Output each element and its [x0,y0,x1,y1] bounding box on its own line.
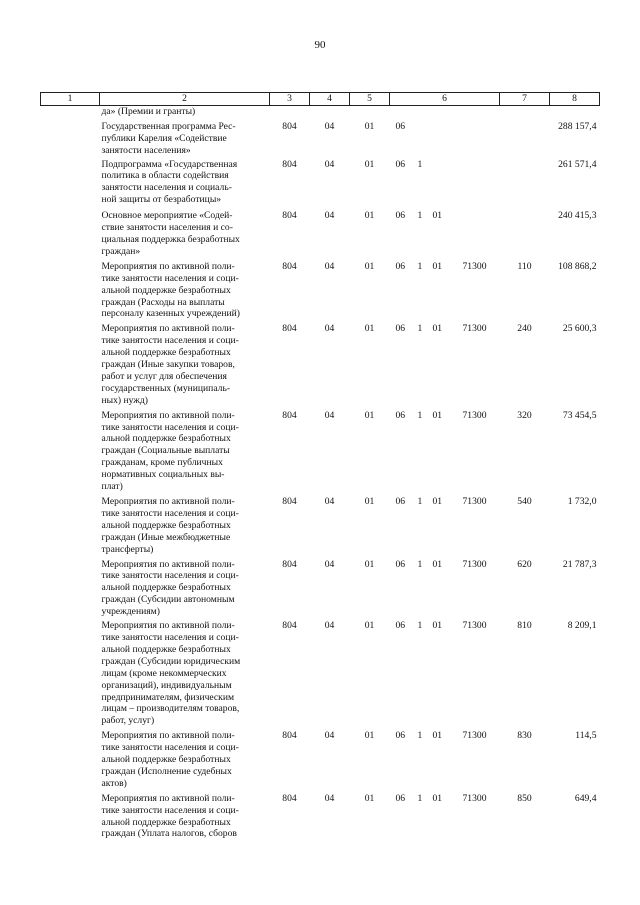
table-row [41,790,600,841]
header-col-2: 2 [100,93,270,106]
cell-col-7: 320 [517,409,532,421]
cell-col-6-c [433,121,463,133]
cell-col-8: 261 571,4 [558,158,597,170]
cell-col-5: 01 [364,730,375,742]
cell-col-6-a: 06 [395,496,406,507]
cell-col-6-c [433,159,463,171]
cell-col-3: 804 [282,620,297,632]
cell-col-6 [390,556,500,619]
cell-col-6-d [463,121,485,133]
cell-col-5 [350,105,390,117]
cell-name: Мероприятия по активной поли- тике занятости населения и соци- альной поддержке безработных граждан (Субсидии автономным учреждениям) [101,558,239,618]
cell-col-7 [500,118,550,157]
cell-col-4: 04 [324,620,335,632]
cell-col-6-a: 06 [395,120,406,132]
cell-col-1 [41,258,100,321]
cell-col-6 [390,618,500,727]
cell-col-7: 830 [517,730,532,742]
cell-col-3: 804 [282,558,297,570]
cell-col-6-b: 1 [417,558,423,570]
cell-col-3 [270,105,310,117]
cell-col-4: 04 [324,323,335,335]
cell-col-1 [41,493,100,556]
cell-col-3: 804 [282,120,297,132]
cell-col-1 [41,105,100,117]
cell-col-6 [390,493,500,556]
cell-col-6 [390,157,500,207]
cell-col-7 [500,206,550,258]
cell-col-6-d: 71300 [462,496,487,507]
table-row [41,407,600,493]
cell-col-8: 21 787,3 [562,558,597,570]
cell-col-6-a: 06 [395,409,406,421]
cell-col-6 [390,118,500,157]
table-row [41,556,600,619]
cell-name: Мероприятия по активной поли- тике занятости населения и соци- альной поддержке безработных граждан (Расходы на выплаты персоналу казенных учреждений) [101,260,240,320]
cell-col-6-c: 01 [432,260,443,272]
budget-table [40,92,600,840]
cell-col-6 [390,206,500,258]
cell-col-4: 04 [324,210,335,222]
cell-col-6-c: 01 [432,792,443,804]
cell-col-6-a: 06 [395,260,406,272]
cell-col-3: 804 [282,496,297,507]
cell-col-6-b: 1 [417,210,423,222]
cell-col-6-d: 71300 [462,730,487,742]
cell-col-6-a: 06 [395,323,406,335]
cell-name: Мероприятия по активной поли- тике занятости населения и соци- альной поддержке безработных граждан (Исполнение судебных актов) [101,730,239,789]
cell-col-3: 804 [282,158,297,170]
cell-col-3: 804 [282,210,297,222]
cell-name: Мероприятия по активной поли- тике занятости населения и соци- альной поддержке безработных граждан (Уплата налогов, сборов [101,792,239,840]
cell-col-6-d: 71300 [462,620,487,632]
cell-col-1 [41,206,100,258]
cell-col-8: 73 454,5 [562,409,597,421]
cell-col-5: 01 [364,620,375,632]
table-row [41,618,600,727]
cell-col-6-c: 01 [432,210,443,222]
cell-col-1 [41,320,100,406]
cell-col-6-b: 1 [417,730,423,742]
table-row [41,493,600,556]
cell-col-6 [390,105,500,117]
cell-col-1 [41,618,100,727]
table-row [41,118,600,157]
cell-col-6-d [463,159,485,171]
cell-col-4: 04 [324,409,335,421]
cell-col-6-a: 06 [395,620,406,632]
cell-col-7 [500,105,550,117]
cell-col-5: 01 [364,158,375,170]
cell-name: Мероприятия по активной поли- тике занятости населения и соци- альной поддержке безработных граждан (Социальные выплаты гражданам, кроме публичных нормативных социальных вы- плат) [101,409,239,493]
cell-col-4: 04 [324,730,335,742]
table-row [41,105,600,117]
cell-col-8: 1 732,0 [567,496,597,507]
cell-col-8: 288 157,4 [558,120,597,132]
cell-col-6-b: 1 [417,260,423,272]
cell-col-6-c: 01 [432,620,443,632]
cell-col-6-a: 06 [395,158,406,170]
cell-col-1 [41,157,100,207]
cell-col-5: 01 [364,496,375,507]
cell-col-4: 04 [324,158,335,170]
cell-col-4: 04 [324,792,335,804]
cell-col-6 [390,790,500,841]
cell-col-4 [310,105,350,117]
cell-col-6 [390,258,500,321]
cell-col-1 [41,727,100,790]
cell-name: да» (Премии и гранты) [101,105,196,117]
cell-col-5: 01 [364,120,375,132]
cell-col-6-d: 71300 [462,792,487,804]
cell-col-8: 25 600,3 [562,323,597,335]
header-col-5: 5 [350,93,390,106]
cell-col-6-c: 01 [432,496,443,507]
cell-col-5: 01 [364,409,375,421]
cell-col-6-b: 1 [417,620,423,632]
table-row [41,258,600,321]
cell-col-6-b: 1 [417,496,423,507]
cell-name: Мероприятия по активной поли- тике занятости населения и соци- альной поддержке безработных граждан (Субсидии юридическим лицам (кроме некоммерческих организаций), индивидуальным предпринимателям, физическим лицам – производителям товаров, работ, услуг) [101,620,241,727]
cell-col-3: 804 [282,730,297,742]
cell-col-6-b: 1 [417,158,423,170]
cell-col-3: 804 [282,260,297,272]
cell-col-3: 804 [282,792,297,804]
cell-col-6-b: 1 [417,792,423,804]
cell-col-6 [390,407,500,493]
cell-col-5: 01 [364,210,375,222]
cell-col-8: 240 415,3 [558,210,597,222]
cell-col-6-b: 1 [417,323,423,335]
cell-col-6 [390,727,500,790]
cell-col-1 [41,407,100,493]
cell-name: Мероприятия по активной поли- тике занятости населения и соци- альной поддержке безработных граждан (Иные закупки товаров, работ и услуг для обеспечения государственных (муниципаль- ных) нужд) [101,323,239,406]
cell-col-8 [550,105,600,117]
cell-col-6-d: 71300 [462,323,487,335]
cell-col-5: 01 [364,558,375,570]
header-col-6: 6 [390,93,500,106]
cell-col-3: 804 [282,409,297,421]
cell-col-8: 114,5 [575,730,597,742]
header-col-1: 1 [41,93,100,106]
cell-col-6-b: 1 [417,409,423,421]
cell-col-6-b [418,121,433,133]
cell-col-6-d: 71300 [462,558,487,570]
cell-col-4: 04 [324,260,335,272]
cell-col-6-c: 01 [432,558,443,570]
cell-col-4: 04 [324,496,335,507]
table-row [41,727,600,790]
cell-col-6-a: 06 [395,730,406,742]
cell-col-7: 810 [517,620,532,632]
cell-col-6-c: 01 [432,323,443,335]
cell-col-5: 01 [364,260,375,272]
cell-col-6-c: 01 [432,409,443,421]
page-number: 90 [314,39,326,51]
cell-col-7: 620 [517,558,532,570]
table-row [41,320,600,406]
table-row [41,157,600,207]
cell-col-1 [41,556,100,619]
cell-col-6-d [463,210,485,222]
cell-col-1 [41,118,100,157]
cell-col-6-a: 06 [395,210,406,222]
cell-col-6-d: 71300 [462,409,487,421]
header-col-8: 8 [550,93,600,106]
cell-col-7: 540 [517,496,532,507]
cell-col-6-d: 71300 [462,260,487,272]
cell-name: Подпрограмма «Государственная политика в области содействия занятости населения и социаль- ной защиты от безработицы» [101,158,238,206]
cell-col-4: 04 [324,120,335,132]
cell-col-7: 240 [517,323,532,335]
cell-col-5: 01 [364,792,375,804]
table-header-row [41,93,600,106]
cell-col-8: 8 209,1 [567,620,597,632]
cell-col-6-c: 01 [432,730,443,742]
cell-col-1 [41,790,100,841]
cell-col-4: 04 [324,558,335,570]
cell-col-6 [390,320,500,406]
cell-name: Основное мероприятие «Содей- ствие занятости населения и со- циальная поддержка безработных граждан» [101,210,240,257]
table-row [41,206,600,258]
cell-col-7 [500,157,550,207]
header-col-3: 3 [270,93,310,106]
cell-col-6-a: 06 [395,792,406,804]
cell-name: Государственная программа Рес- публики Карелия «Содействие занятости населения» [101,120,236,156]
cell-col-7: 850 [517,792,532,804]
header-col-7: 7 [500,93,550,106]
cell-col-5: 01 [364,323,375,335]
cell-col-8: 649,4 [574,792,597,804]
cell-col-8: 108 868,2 [558,260,597,272]
header-col-4: 4 [310,93,350,106]
cell-col-7: 110 [517,260,532,272]
cell-name: Мероприятия по активной поли- тике занятости населения и соци- альной поддержке безработных граждан (Иные межбюджетные трансферты) [101,496,239,555]
cell-col-3: 804 [282,323,297,335]
cell-col-6-a: 06 [395,558,406,570]
